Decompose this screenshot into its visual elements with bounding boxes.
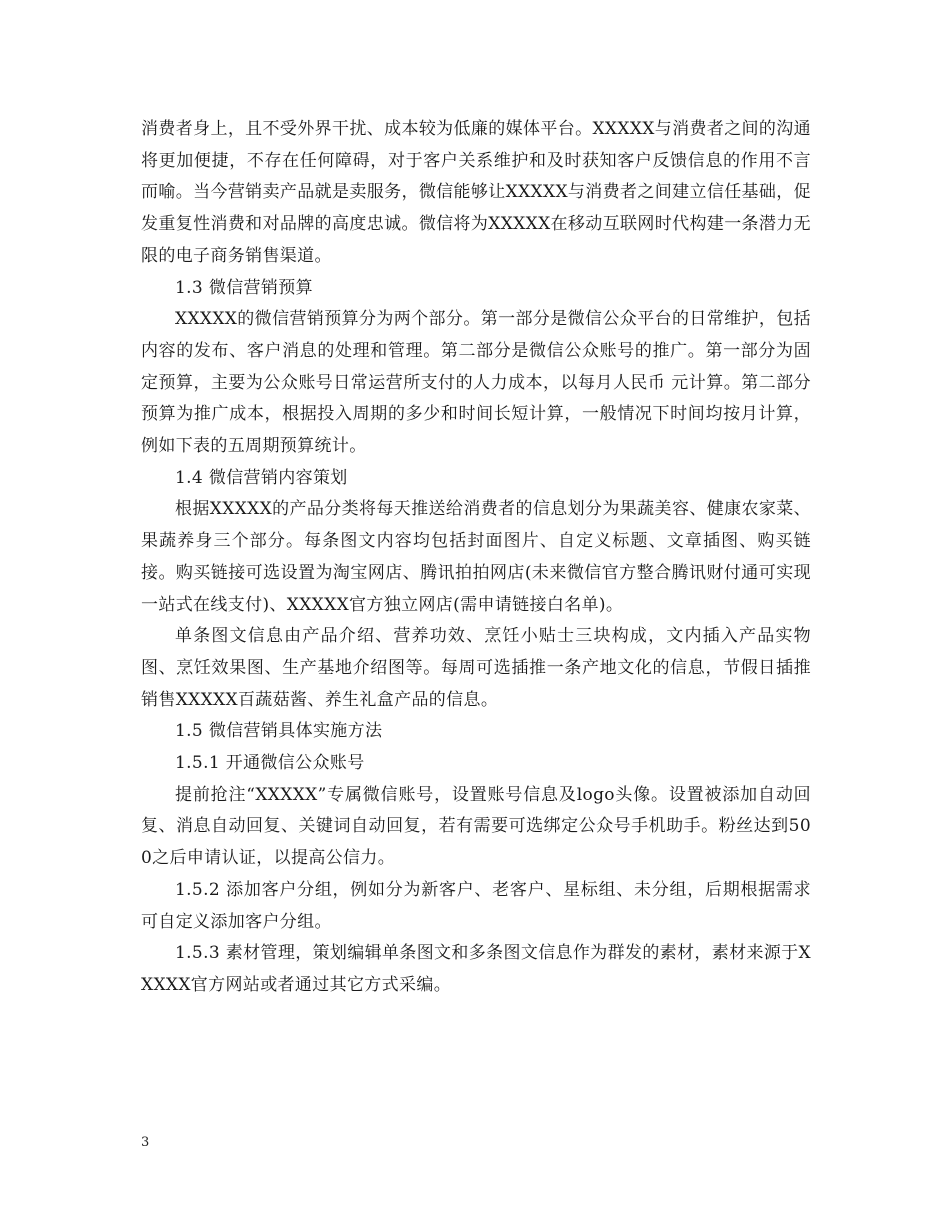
paragraph-intro-continued: 消费者身上，且不受外界干扰、成本较为低廉的媒体平台。XXXXX与消费者之间的沟通将更加便捷，不存在任何障碍，对于客户关系维护和及时获知客户反馈信息的作用不言而喻。当今营销卖产品就是卖服务，微信能够让XXXXX与消费者之间建立信任基础，促发重复性消费和对品牌的高度忠诚。微信将为XXXXX在移动互联网时代构建一条潜力无限的电子商务销售渠道。	[141, 119, 811, 266]
heading-1-4: 1.4 微信营销内容策划	[175, 467, 348, 488]
heading-1-5: 1.5 微信营销具体实施方法	[175, 721, 383, 742]
paragraph-material-management: 1.5.3 素材管理，策划编辑单条图文和多条图文信息作为群发的素材，素材来源于XXXXX官方网站或者通过其它方式采编。	[141, 943, 811, 995]
paragraph-content-planning: 根据XXXXX的产品分类将每天推送给消费者的信息划分为果蔬美容、健康农家菜、果蔬养身三个部分。每条图文内容均包括封面图片、自定义标题、文章插图、购买链接。购买链接可选设置为淘宝网店、腾讯拍拍网店(未来微信官方整合腾讯财付通可实现一站式在线支付)、XXXXX官方独立网店(需申请链接白名单)。	[141, 499, 811, 615]
paragraph-budget: XXXXX的微信营销预算分为两个部分。第一部分是微信公众平台的日常维护，包括内容的发布、客户消息的处理和管理。第二部分是微信公众账号的推广。第一部分为固定预算，主要为公众账号日常运营所支付的人力成本，以每月人民币 元计算。第二部分预算为推广成本，根据投入周期的多少和时间长短计算，一般情况下时间均按月计算，例如下表的五周期预算统计。	[141, 309, 811, 457]
paragraph-customer-groups: 1.5.2 添加客户分组，例如分为新客户、老客户、星标组、未分组，后期根据需求可自定义添加客户分组。	[141, 879, 811, 932]
heading-1-5-1: 1.5.1 开通微信公众账号	[175, 753, 365, 774]
page-number: 3	[141, 1135, 150, 1150]
document-body	[141, 114, 811, 1002]
paragraph-single-article: 单条图文信息由产品介绍、营养功效、烹饪小贴士三块构成，文内插入产品实物图、烹饪效果图、生产基地介绍图等。每周可选插推一条产地文化的信息，节假日插推销售XXXXX百蔬菇酱、养生礼盒产品的信息。	[141, 626, 811, 710]
paragraph-account-setup: 提前抢注“XXXXX”专属微信账号，设置账号信息及logo头像。设置被添加自动回复、消息自动回复、关键词自动回复，若有需要可选绑定公众号手机助手。粉丝达到500之后申请认证，以提高公信力。	[141, 784, 811, 869]
heading-1-3: 1.3 微信营销预算	[175, 277, 313, 298]
